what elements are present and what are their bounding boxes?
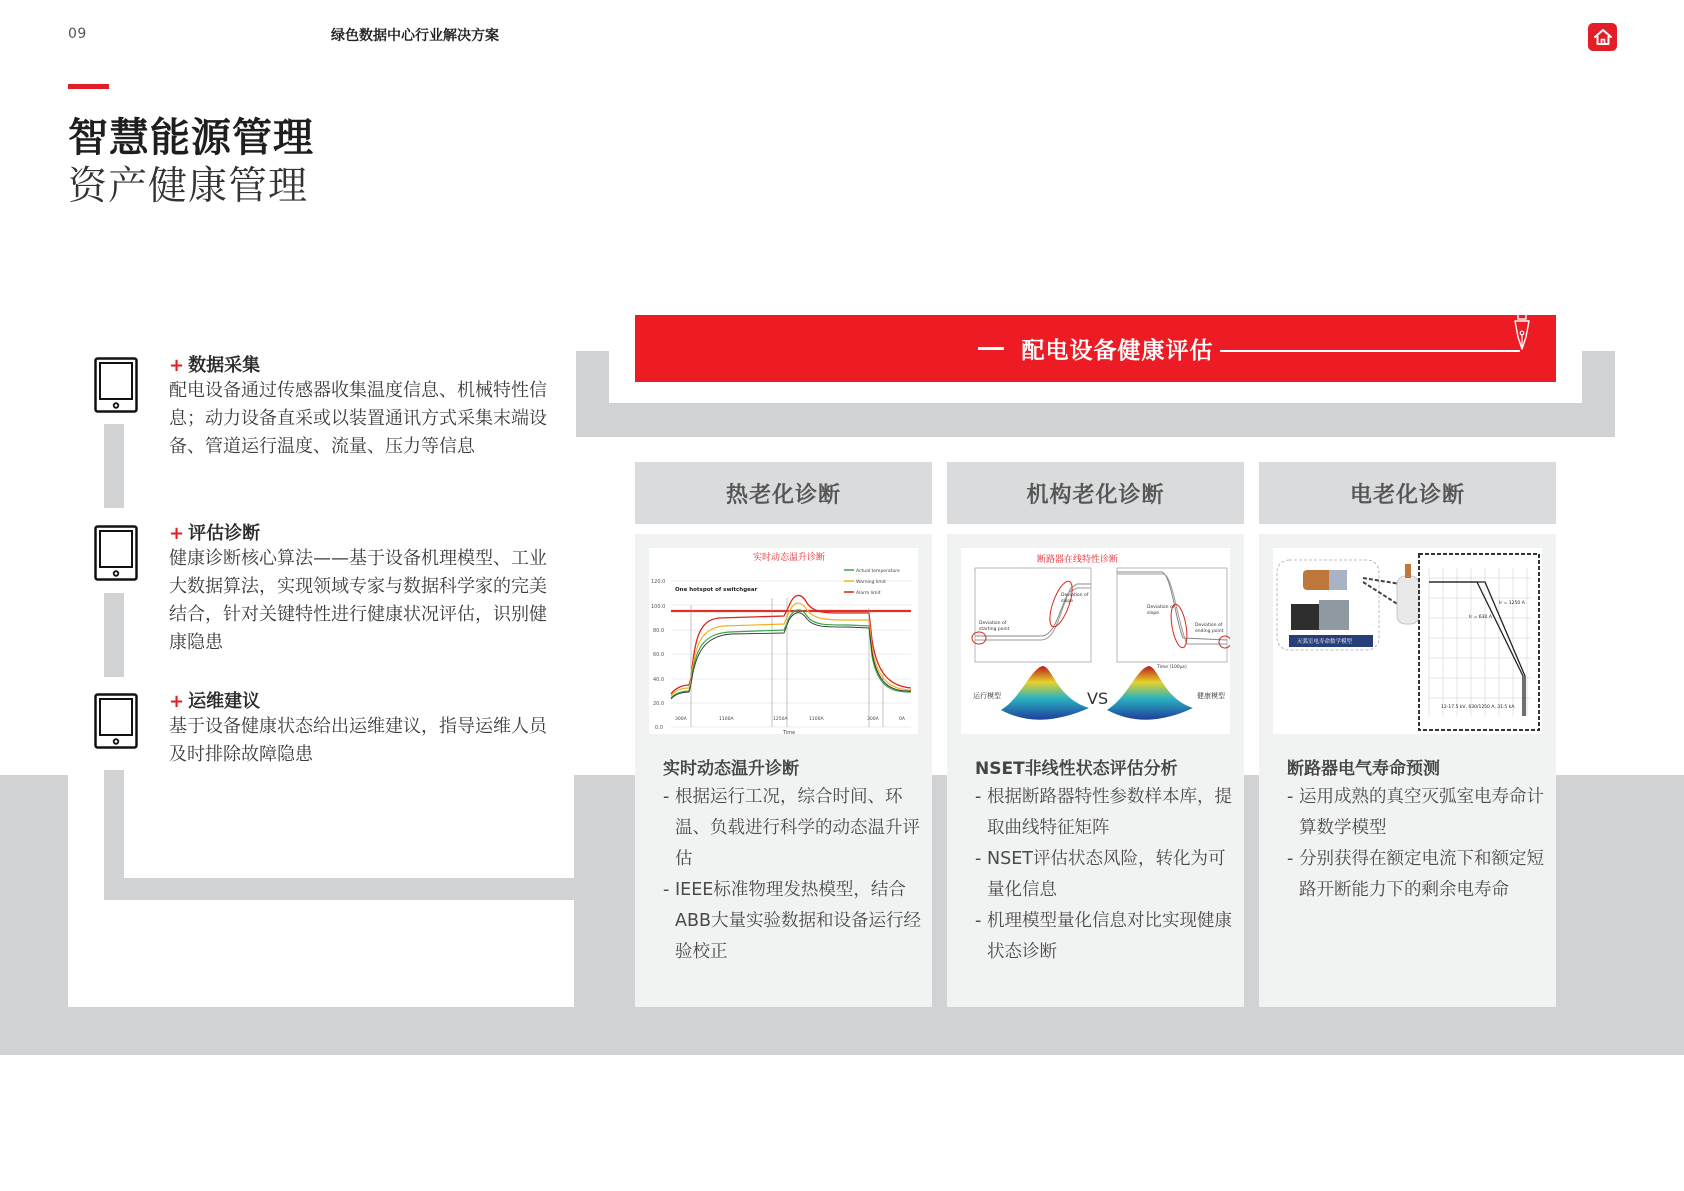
card-electrical — [1259, 534, 1556, 1007]
bullet-item: - 分别获得在额定电流下和额定短路开断能力下的剩余电寿命 — [1287, 844, 1549, 906]
card-subtitle: 实时动态温升诊断 — [663, 759, 799, 779]
tablet-icon — [94, 693, 138, 749]
card-subtitle: 断路器电气寿命预测 — [1287, 759, 1440, 779]
svg-text:One hotspot of switchgear: One hotspot of switchgear — [675, 587, 758, 593]
card-mechanism — [947, 534, 1244, 1007]
feature-description: 健康诊断核心算法——基于设备机理模型、工业大数据算法，实现领域专家与数据科学家的完美结合，针对关键特性进行健康状况评估，识别健康隐患 — [169, 548, 547, 653]
page-title: 智慧能源管理 — [68, 115, 314, 161]
svg-text:60.0: 60.0 — [653, 652, 665, 658]
electrical-life-chart — [1273, 548, 1542, 734]
svg-text:1250A: 1250A — [773, 717, 788, 722]
svg-text:40.0: 40.0 — [653, 677, 665, 683]
svg-text:灭弧室电寿命数学模型: 灭弧室电寿命数学模型 — [1297, 639, 1353, 645]
card-header-thermal: 热老化诊断 — [635, 462, 932, 524]
bullet-item: - 根据运行工况，综合时间、环温、负载进行科学的动态温升评估 — [663, 782, 925, 875]
svg-text:0A: 0A — [899, 717, 905, 722]
svg-text:Alarm limit: Alarm limit — [856, 591, 881, 596]
svg-text:Deviation of: Deviation of — [1195, 623, 1223, 628]
feature-title: + 评估诊断 — [169, 523, 261, 544]
banner-dash — [978, 347, 1004, 350]
svg-text:slope: slope — [1061, 599, 1073, 604]
fountain-pen-icon — [1512, 313, 1532, 353]
svg-text:Deviation of: Deviation of — [979, 621, 1007, 626]
svg-text:starting point: starting point — [979, 627, 1010, 632]
svg-text:300A: 300A — [867, 717, 879, 722]
svg-text:Deviation of: Deviation of — [1061, 593, 1089, 598]
svg-text:slope: slope — [1147, 611, 1159, 616]
svg-text:Ir = 630 A: Ir = 630 A — [1469, 615, 1492, 620]
page-number: 09 — [68, 26, 87, 42]
svg-text:20.0: 20.0 — [653, 701, 665, 707]
svg-text:Time: Time — [783, 730, 796, 734]
feature-description: 配电设备通过传感器收集温度信息、机械特性信息；动力设备直采或以装置通讯方式采集末端设备、管道运行温度、流量、压力等信息 — [169, 380, 547, 457]
section-banner — [635, 315, 1556, 382]
feature-description: 基于设备健康状态给出运维建议，指导运维人员及时排除故障隐患 — [169, 716, 547, 765]
plus-icon: + — [169, 355, 185, 376]
home-button[interactable] — [1588, 23, 1617, 51]
svg-text:Deviation of: Deviation of — [1147, 605, 1175, 610]
svg-text:80.0: 80.0 — [653, 628, 665, 634]
card-header-mechanism: 机构老化诊断 — [947, 462, 1244, 524]
svg-text:健康模型: 健康模型 — [1197, 692, 1225, 700]
svg-text:12-17.5 kV, 630/1250 A, 31.5 k: 12-17.5 kV, 630/1250 A, 31.5 kA — [1441, 705, 1515, 710]
banner-title: 配电设备健康评估 — [1021, 338, 1214, 364]
svg-text:1100A: 1100A — [719, 717, 734, 722]
svg-text:Ir = 1250 A: Ir = 1250 A — [1499, 601, 1525, 606]
card-bullets — [975, 782, 1237, 968]
svg-text:300A: 300A — [675, 717, 687, 722]
feature-title: + 运维建议 — [169, 691, 261, 712]
svg-text:运行模型: 运行模型 — [973, 692, 1001, 700]
svg-text:100.0: 100.0 — [651, 604, 666, 610]
feature-data-collection — [94, 357, 564, 477]
title-accent-rule — [68, 84, 109, 89]
svg-text:VS: VS — [1087, 689, 1109, 708]
document-title: 绿色数据中心行业解决方案 — [331, 28, 499, 44]
card-subtitle: NSET非线性状态评估分析 — [975, 759, 1178, 779]
svg-text:0.0: 0.0 — [655, 725, 663, 731]
breaker-chart-graphic — [961, 548, 1230, 734]
bullet-item: - 根据断路器特性参数样本库，提取曲线特征矩阵 — [975, 782, 1237, 844]
card-bullets — [1287, 782, 1549, 906]
bullet-item: - IEEE标准物理发热模型，结合ABB大量实验数据和设备运行经验校正 — [663, 875, 925, 968]
svg-text:ending point: ending point — [1195, 629, 1224, 634]
plus-icon: + — [169, 523, 185, 544]
feature-title: + 数据采集 — [169, 355, 261, 376]
plus-icon: + — [169, 691, 185, 712]
bullet-item: - 机理模型量化信息对比实现健康状态诊断 — [975, 906, 1237, 968]
temperature-chart-graphic — [649, 548, 918, 734]
page-subtitle: 资产健康管理 — [68, 164, 309, 209]
card-thermal — [635, 534, 932, 1007]
electrical-life-graphic — [1273, 548, 1542, 734]
breaker-characteristic-chart — [961, 548, 1230, 734]
card-bullets — [663, 782, 925, 968]
svg-text:Actual temperature: Actual temperature — [856, 569, 900, 574]
svg-text:Warning limit: Warning limit — [856, 580, 886, 585]
banner-line — [1220, 350, 1520, 352]
svg-text:1100A: 1100A — [809, 717, 824, 722]
svg-text:实时动态温升诊断: 实时动态温升诊断 — [753, 553, 826, 563]
tablet-icon — [94, 357, 138, 413]
bullet-item: - 运用成熟的真空灭弧室电寿命计算数学模型 — [1287, 782, 1549, 844]
left-frame-horizontal — [104, 878, 574, 900]
card-header-electrical: 电老化诊断 — [1259, 462, 1556, 524]
temperature-rise-chart — [649, 548, 918, 734]
tablet-icon — [94, 525, 138, 581]
svg-text:Time (100μs): Time (100μs) — [1157, 665, 1187, 670]
feature-assessment — [94, 525, 564, 655]
svg-text:断路器在线特性诊断: 断路器在线特性诊断 — [1037, 555, 1119, 565]
svg-text:120.0: 120.0 — [651, 579, 666, 585]
bullet-item: - NSET评估状态风险，转化为可量化信息 — [975, 844, 1237, 906]
home-icon — [1593, 28, 1613, 46]
feature-maintenance — [94, 693, 564, 773]
